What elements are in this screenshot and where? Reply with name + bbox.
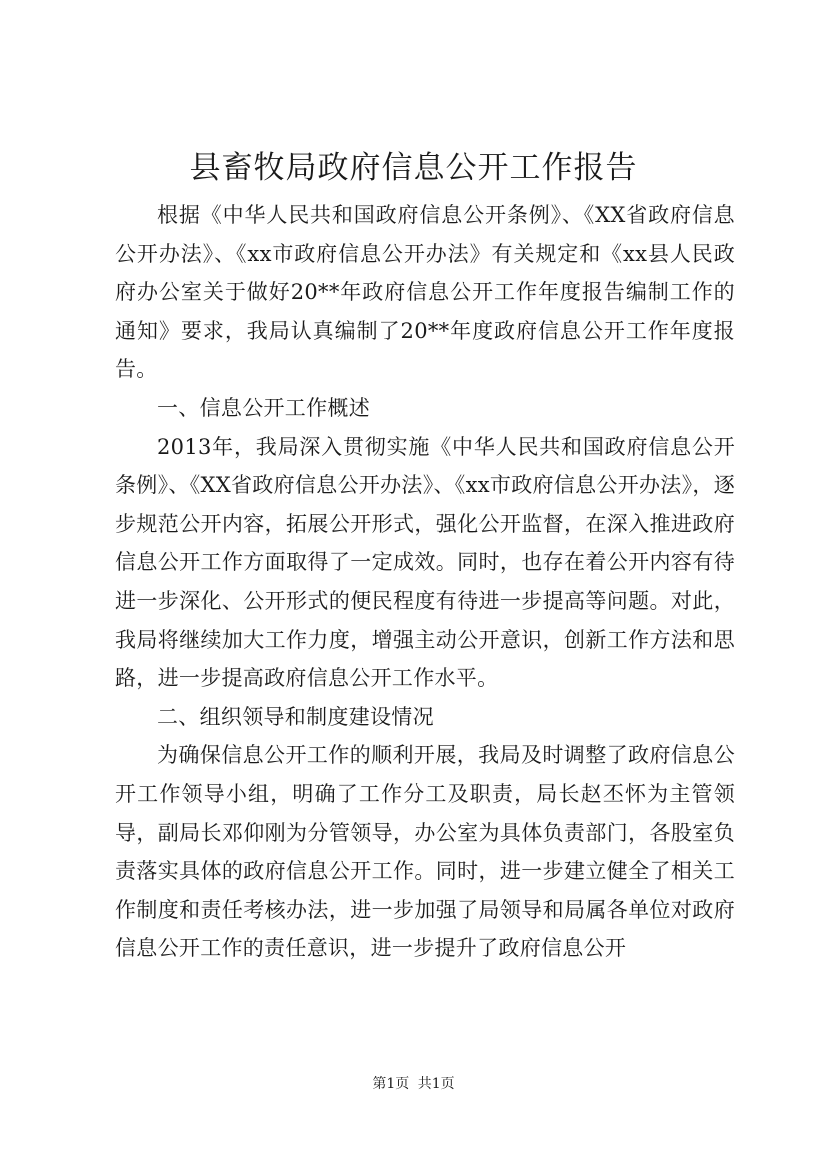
document-body (115, 196, 735, 968)
section-heading-organization: 二、组织领导和制度建设情况 (157, 704, 434, 729)
page-total: 共1页 (417, 1076, 455, 1092)
intro-paragraph: 根据《中华人民共和国政府信息公开条例》、《XX省政府信息公开办法》、《xx市政府信息公开办法》有关规定和《xx县人民政府办公室关于做好20**年政府信息公开工作年度报告编制工作的通知》要求，我局认真编制了20**年度政府信息公开工作年度报告。 (115, 203, 735, 382)
section-heading-overview: 一、信息公开工作概述 (157, 395, 370, 420)
page-footer (0, 1074, 827, 1094)
page-number: 第1页 (372, 1076, 410, 1092)
organization-paragraph: 为确保信息公开工作的顺利开展，我局及时调整了政府信息公开工作领导小组，明确了工作分工及职责，局长赵丕怀为主管领导，副局长邓仰刚为分管领导，办公室为具体负责部门，各股室负责落实具体的政府信息公开工作。同时，进一步建立健全了相关工作制度和责任考核办法，进一步加强了局领导和局属各单位对政府信息公开工作的责任意识，进一步提升了政府信息公开 (115, 743, 735, 961)
document-title: 县畜牧局政府信息公开工作报告 (189, 150, 638, 186)
overview-paragraph: 2013年，我局深入贯彻实施《中华人民共和国政府信息公开条例》、《XX省政府信息公开办法》、《xx市政府信息公开办法》，逐步规范公开内容，拓展公开形式，强化公开监督，在深入推进政府信息公开工作方面取得了一定成效。同时，也存在着公开内容有待进一步深化、公开形式的便民程度有待进一步提高等问题。对此，我局将继续加大工作力度，增强主动公开意识，创新工作方法和思路，进一步提高政府信息公开工作水平。 (115, 434, 735, 691)
